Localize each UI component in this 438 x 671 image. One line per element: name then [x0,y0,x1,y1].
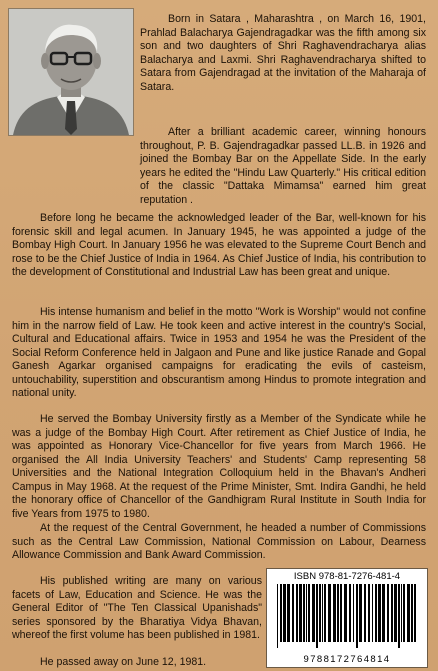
bio-paragraph-judiciary: Before long he became the acknowledged leader of the Bar, well-known for his forensic skill and legal acumen. In January 1945, he was appointed a judge of the Bombay High Court. In January 1956 he was elevated to the Supreme Court Bench and rose to be the Chief Justice of India in 1964. As Chief Justice of India, his contribution to the development of Constitutional and Industrial Law has been great and unique. [12,212,426,278]
bio-paragraph-death: He passed away on June 12, 1981. [40,656,207,668]
author-portrait [8,8,134,136]
bio-paragraph-university: He served the Bombay University firstly as a Member of the Syndicate while he was a judge of the Bombay High Court. After retirement as Chief Justice of India, he was appointed as Honorary Vice-Chancellor for five years from March 1966. He organised the All India University Teachers' and Students' Camp representing 58 Universities and the National Integration Colloquium held in the Bhavan's Andheri Campus in May 1968. At the request of the Prime Minister, Smt. Indira Gandhi, he held the honorary office of Chancellor of the Gandhigram Rural Institute in South India for five Years from 1975 to 1980. [12,413,426,520]
bio-paragraph-humanism: His intense humanism and belief in the motto "Work is Worship" would not confine him in the narrow field of Law. He took keen and active interest in the country's Social, Cultural and Educational affairs. Twice in 1953 and 1954 he was the President of the Social Reform Conference held in Jalgaon and Pune and like justice Ranade and Gopal Ganesh Agarkar organised campaigns for eradicating the evils of casteism, untouchability, superstition and obscurantism among Hindus to promote integration and national unity. [12,306,426,399]
bio-paragraph-writings: His published writing are many on various facets of Law, Education and Science. He was the General Editor of "The Ten Classical Upanishads" series sponsored by the Bharatiya Vidya Bhavan, whereof the first volume has been published in 1981. [12,575,262,641]
barcode-bars [275,584,421,648]
isbn-label: ISBN 978-81-7276-481-4 [293,571,401,582]
barcode-number: 9788172764814 [303,654,391,665]
isbn-barcode [266,568,428,668]
bio-paragraph-birth: Born in Satara , Maharashtra , on March 16, 1901, Prahlad Balacharya Gajendragadkar was the fifth among six son and two daughters of Shri Raghavendracharya alias Balacharya and Laxmi. Shri Raghavendracharya shifted to Satara from Gajendragad at the invitation of the Maharaja of Satara. [140,13,426,93]
bio-paragraph-commissions: At the request of the Central Government, he headed a number of Commissions such as the Central Law Commission, National Commission on Labour, Dearness Allowance Commission and Bank Award Commission. [12,522,426,561]
bio-paragraph-career: After a brilliant academic career, winning honours throughout, P. B. Gajendragadkar passed LL.B. in 1926 and joined the Bombay Bar on the Appellate Side. In the early years he edited the "Hindu Law Quarterly." His critical edition of the classic "Dattaka Mimamsa" earned him great reputation . [140,126,426,206]
